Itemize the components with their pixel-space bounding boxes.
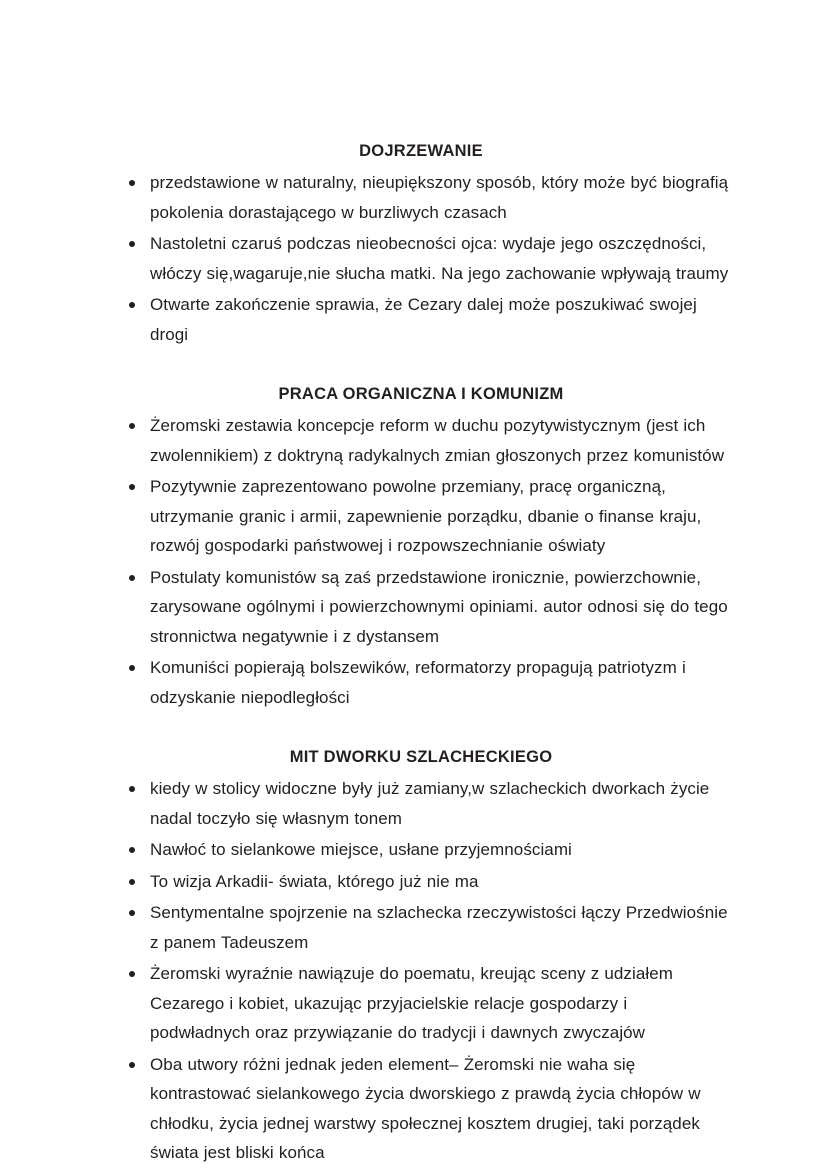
section-dojrzewanie: [114, 140, 730, 349]
list-item: [114, 959, 730, 1048]
section-mit-dworku-szlacheckiego: [114, 746, 730, 1168]
list-item-text: Nawłoć to sielankowe miejsce, usłane przyjemnościami: [150, 840, 572, 859]
list-item-text: przedstawione w naturalny, nieupiększony sposób, który może być biografią pokolenia dorastającego w burzliwych czasach: [150, 173, 729, 222]
bullet-point-icon: [129, 302, 135, 308]
list-item-text: Nastoletni czaruś podczas nieobecności ojca: wydaje jego oszczędności, włóczy się,wagaruje,nie słucha matki. Na jego zachowanie wpływają traumy: [150, 234, 729, 283]
bullet-point-icon: [129, 484, 135, 490]
list-item-text: Komuniści popierają bolszewików, reformatorzy propagują patriotyzm i odzyskanie niepodległości: [150, 658, 686, 707]
list-item-text: Oba utwory różni jednak jeden element– Żeromski nie waha się kontrastować sielankowego życia dworskiego z prawdą życia chłopów w chłodku, życia jednej warstwy społecznej kosztem drugiej, taki porządek świata jest bliski końca: [150, 1054, 701, 1162]
list-item: [114, 472, 730, 561]
list-item: [114, 411, 730, 470]
list-item-text: Pozytywnie zaprezentowano powolne przemiany, pracę organiczną, utrzymanie granic i armii, zapewnienie porządku, dbanie o finanse kraju, rozwój gospodarki państwowej i rozpowszechnianie oświaty: [150, 477, 702, 555]
section-heading: MIT DWORKU SZLACHECKIEGO: [289, 748, 553, 766]
section-heading: PRACA ORGANICZNA I KOMUNIZM: [278, 385, 564, 403]
list-item-text: Żeromski wyraźnie nawiązuje do poematu, kreując sceny z udziałem Cezarego i kobiet, ukazując przyjacielskie relacje gospodarzy i podwładnych oraz przywiązanie do tradycji i dawnych zwyczajów: [150, 964, 673, 1042]
list-item-text: To wizja Arkadii- świata, którego już nie ma: [150, 871, 479, 891]
bullet-point-icon: [129, 910, 135, 916]
list-item-text: Żeromski zestawia koncepcje reform w duchu pozytywistycznym (jest ich zwolennikiem) z doktryną radykalnych zmian głoszonych przez komunistów: [150, 416, 725, 465]
notes-content: [114, 140, 730, 1168]
list-item: [114, 1050, 730, 1168]
bullet-point-icon: [129, 423, 135, 429]
list-item: [114, 835, 730, 865]
list-item: [114, 898, 730, 957]
bullet-list: [114, 774, 730, 1168]
section-praca-organiczna-i-komunizm: [114, 383, 730, 712]
section-heading: DOJRZEWANIE: [359, 142, 483, 160]
list-item: [114, 774, 730, 833]
list-item-text: Postulaty komunistów są zaś przedstawione ironicznie, powierzchownie, zarysowane ogólnymi i powierzchownymi opiniami. autor odnosi się do tego stronnictwa negatywnie i z dystansem: [150, 567, 728, 646]
bullet-point-icon: [129, 180, 135, 186]
list-item-text: Sentymentalne spojrzenie na szlachecka rzeczywistości łączy Przedwiośnie z panem Tadeuszem: [150, 903, 728, 952]
list-item: [114, 290, 730, 349]
list-item: [114, 168, 730, 227]
bullet-list: [114, 411, 730, 712]
bullet-point-icon: [129, 879, 135, 885]
bullet-point-icon: [129, 786, 135, 792]
bullet-list: [114, 168, 730, 349]
list-item-text: kiedy w stolicy widoczne były już zamiany,w szlacheckich dworkach życie nadal toczyło się własnym tonem: [150, 779, 710, 828]
list-item: [114, 563, 730, 652]
bullet-point-icon: [129, 241, 135, 247]
bullet-point-icon: [129, 847, 135, 853]
bullet-point-icon: [129, 665, 135, 671]
bullet-point-icon: [129, 1062, 135, 1068]
list-item: [114, 653, 730, 712]
list-item: [114, 229, 730, 288]
bullet-point-icon: [129, 971, 135, 977]
bullet-point-icon: [129, 575, 135, 581]
list-item-text: Otwarte zakończenie sprawia, że Cezary dalej może poszukiwać swojej drogi: [150, 295, 697, 344]
list-item: [114, 867, 730, 897]
